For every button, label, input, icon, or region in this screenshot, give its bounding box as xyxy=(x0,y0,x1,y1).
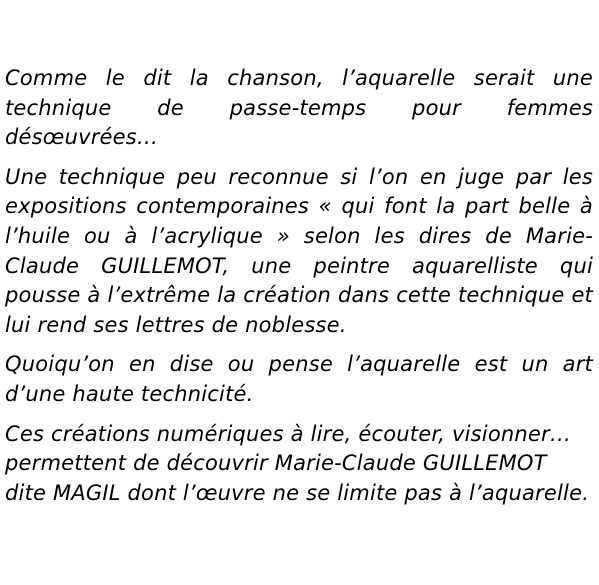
paragraph-creations: Ces créations numériques à lire, écouter, visionner… permettent de découvrir Marie-Claude GUILLEMOT dite MAGIL dont l’œuvre ne se limite pas à l’aquarelle. xyxy=(5,421,590,505)
paragraph-technicity: Quoiqu’on en dise ou pense l’aquarelle est un art d’une haute technicité. xyxy=(5,352,593,406)
document-body xyxy=(5,64,593,518)
paragraph-intro: Comme le dit la chanson, l’aquarelle serait une technique de passe-temps pour femmes désœuvrées… xyxy=(5,66,593,150)
paragraph-exhibitions: Une technique peu reconnue si l’on en juge par les expositions contemporaines « qui font la part belle à l’huile ou à l’acrylique » selon les dires de Marie-Claude GUILLEMOT, une peintre aquarelliste qui pousse à l’extrême la création dans cette technique et lui rend ses lettres de noblesse. xyxy=(5,164,593,337)
